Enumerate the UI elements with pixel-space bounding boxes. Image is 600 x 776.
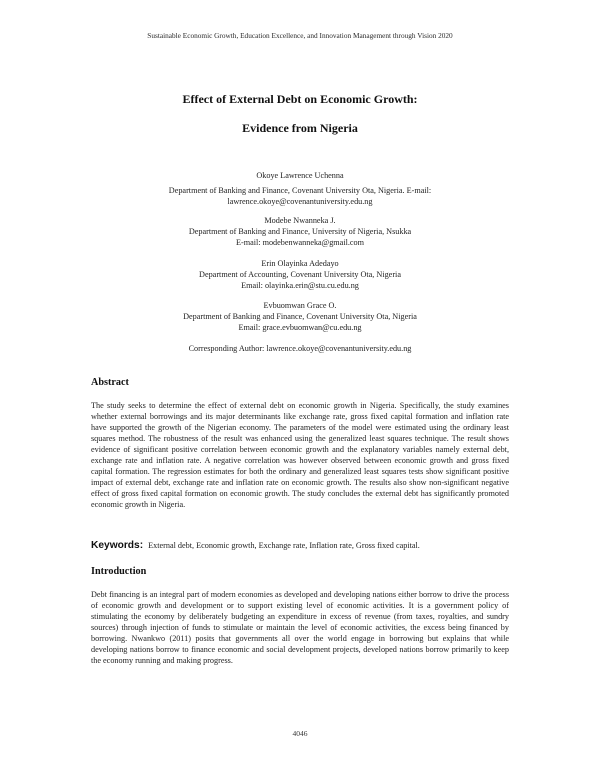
running-header: Sustainable Economic Growth, Education Excellence, and Innovation Management through Vision 2020 — [147, 31, 453, 40]
author-affiliation-1 — [90, 185, 510, 207]
paper-title-line-2: Evidence from Nigeria — [242, 121, 358, 135]
author-line: Department of Banking and Finance, University of Nigeria, Nsukka — [188, 227, 412, 236]
keywords-label: Keywords: — [91, 540, 144, 551]
author-block-3 — [90, 258, 510, 291]
author-line: E-mail: modebenwanneka@gmail.com — [235, 238, 365, 247]
paper-title-line-1: Effect of External Debt on Economic Growth: — [182, 92, 418, 106]
author-line: Department of Accounting, Covenant University Ota, Nigeria — [199, 270, 401, 279]
abstract-text: The study seeks to determine the effect of external debt on economic growth in Nigeria. Specifically, the study examines whether external borrowings and its major determinants like exchange rate, gross fixed capital formation and inflation rate have supported the growth of the Nigerian economy. The parameters of the model were estimated using the ordinary least squares method. The robustness of the result was enhanced using the generalized least squares technique. The result shows evidence of significant positive correlation between economic growth and the explanatory variables namely external debt, exchange rate and inflation rate. A negative correlation was however observed between economic growth and gross fixed capital formation. The regression estimates for both the ordinary and generalized least squares tests show significant positive impact of external debt, exchange rate and inflation rate on economic growth. The results also show non-significant negative effect of gross fixed capital formation on economic growth. The study concludes the external debt has significantly promoted economic growth in Nigeria. — [91, 401, 509, 509]
corresponding-author — [90, 343, 510, 354]
author-line: Modebe Nwanneka J. — [264, 216, 336, 225]
author-line: Evbuomwan Grace O. — [263, 301, 337, 310]
introduction-text: Debt financing is an integral part of modern economies as developed and developing nations either borrow to drive the process of economic growth and development or to support existing level of economic activities. It is a government policy of stimulating the economy by deliberately budgeting an expenditure in excess of revenue (from taxes, royalties, and sundry sources) through injection of funds to stimulate or maintain the level of economic activities, the excess being financed by borrowing. Nwankwo (2011) posits that governments all over the world engage in borrowing but explains that while developing nations borrow to finance economic and social development projects, developed nations borrow primarily to keep the economy running and making progress. — [91, 590, 509, 665]
introduction-heading: Introduction — [91, 566, 147, 577]
keywords-line — [91, 540, 511, 551]
page-number: 4046 — [292, 729, 308, 738]
author-line: Erin Olayinka Adedayo — [261, 259, 339, 268]
keywords-text: External debt, Economic growth, Exchange rate, Inflation rate, Gross fixed capital. — [148, 541, 420, 550]
abstract-heading: Abstract — [91, 377, 129, 388]
author-line: Department of Banking and Finance, Covenant University Ota, Nigeria. E-mail: — [168, 186, 432, 195]
author-block-2 — [90, 215, 510, 248]
author-line: Corresponding Author: lawrence.okoye@covenantuniversity.edu.ng — [188, 344, 412, 353]
author-line: Email: olayinka.erin@stu.cu.edu.ng — [241, 281, 359, 290]
author-line: Okoye Lawrence Uchenna — [256, 171, 344, 180]
author-line: Email: grace.evbuomwan@cu.edu.ng — [238, 323, 362, 332]
author-line: lawrence.okoye@covenantuniversity.edu.ng — [227, 197, 373, 206]
author-block-4 — [90, 300, 510, 333]
author-line: Department of Banking and Finance, Covenant University Ota, Nigeria — [183, 312, 417, 321]
author-name-1 — [90, 170, 510, 181]
